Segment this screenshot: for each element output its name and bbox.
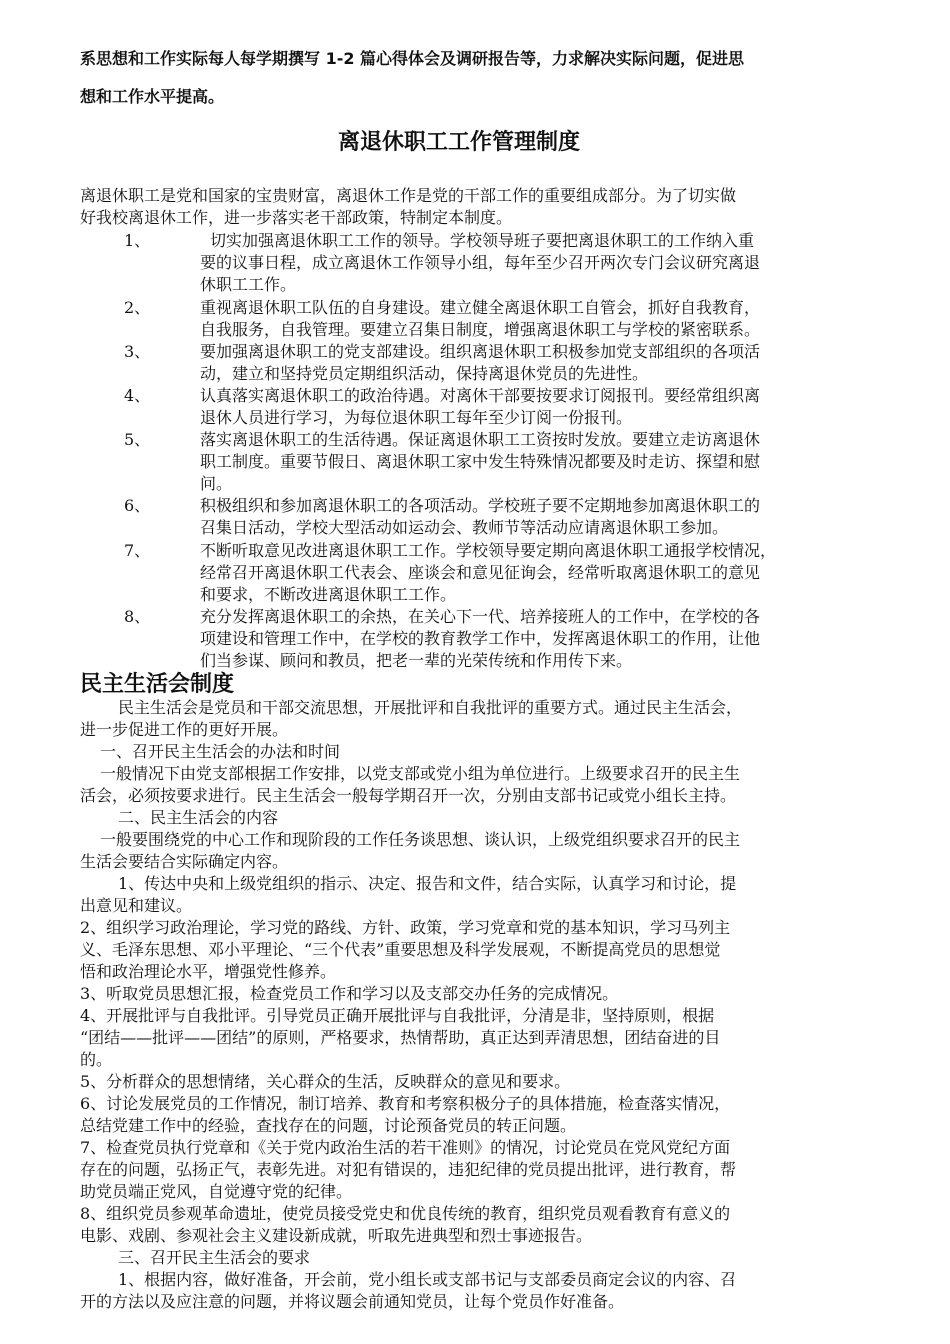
list-item-line: 切实加强离退休职工工作的领导。学校领导班子要把离退休职工的工作纳入重 bbox=[210, 231, 755, 250]
section2-line: 电影、戏剧、参观社会主义建设新成就，听取先进典型和烈士事迹报告。 bbox=[80, 1226, 593, 1245]
section-title-democratic-life: 民主生活会制度 bbox=[80, 672, 235, 697]
list-item-number: 4、 bbox=[124, 386, 151, 405]
list-item-number: 3、 bbox=[124, 342, 151, 361]
section2-line: 4、开展批评与自我批评。引导党员正确开展批评与自我批评，分清是非，坚持原则，根据 bbox=[80, 1006, 715, 1025]
section1-para-line: 好我校离退休工作，进一步落实老干部政策，特制定本制度。 bbox=[80, 208, 513, 227]
section2-line: 出意见和建议。 bbox=[80, 896, 193, 915]
section2-line: “团结——批评——团结”的原则，严格要求，热情帮助，真正达到弄清思想，团结奋进的目 bbox=[80, 1028, 721, 1047]
section2-line: 8、组织党员参观革命遗址，使党员接受党史和优良传统的教育，组织党员观看教育有意义的 bbox=[80, 1204, 731, 1223]
list-item-line: 充分发挥离退休职工的余热，在关心下一代、培养接班人的工作中，在学校的各 bbox=[200, 607, 761, 626]
section2-line: 7、检查党员执行党章和《关于党内政治生活的若干准则》的情况，讨论党员在党风党纪方面 bbox=[80, 1138, 731, 1157]
section2-heading: 三、召开民主生活会的要求 bbox=[118, 1248, 311, 1267]
intro-line-1: 系思想和工作实际每人每学期撰写 1-2 篇心得体会及调研报告等，力求解决实际问题，促进思 bbox=[80, 49, 745, 68]
list-item-line: 项建设和管理工作中，在学校的教育教学工作中，发挥离退休职工的作用，让他 bbox=[200, 629, 761, 648]
list-item-number: 5、 bbox=[124, 430, 151, 449]
list-item-line: 职工制度。重要节假日、离退休职工家中发生特殊情况都要及时走访、探望和慰 bbox=[200, 452, 761, 471]
list-item-line: 要加强离退休职工的党支部建设。组织离退休职工积极参加党支部组织的各项活 bbox=[200, 342, 761, 361]
section2-line: 存在的问题，弘扬正气，表彰先进。对犯有错误的，违犯纪律的党员提出批评，进行教育，帮 bbox=[80, 1160, 737, 1179]
list-item-line: 休职工工作。 bbox=[200, 275, 297, 294]
section2-line: 一般要围绕党的中心工作和现阶段的工作任务谈思想、谈认识，上级党组织要求召开的民主 bbox=[100, 830, 741, 849]
list-item-line: 不断听取意见改进离退休职工工作。学校领导要定期向离退休职工通报学校情况， bbox=[200, 541, 777, 560]
section2-line: 民主生活会是党员和干部交流思想，开展批评和自我批评的重要方式。通过民主生活会， bbox=[118, 698, 743, 717]
list-item-line: 退休人员进行学习，为每位退休职工每年至少订阅一份报刊。 bbox=[200, 408, 633, 427]
list-item-number: 6、 bbox=[124, 496, 151, 515]
list-item-line: 们当参谋、顾问和教员，把老一辈的光荣传统和作用传下来。 bbox=[200, 651, 633, 670]
section1-para-line: 离退休职工是党和国家的宝贵财富，离退休工作是党的干部工作的重要组成部分。为了切实做 bbox=[80, 186, 737, 205]
section2-heading: 二、民主生活会的内容 bbox=[118, 808, 279, 827]
list-item-line: 积极组织和参加离退休职工的各项活动。学校班子要不定期地参加离退休职工的 bbox=[200, 496, 761, 515]
section2-line: 活会，必须按要求进行。民主生活会一般每学期召开一次，分别由支部书记或党小组长主持。 bbox=[80, 786, 737, 805]
section2-line: 3、听取党员思想汇报，检查党员工作和学习以及支部交办任务的完成情况。 bbox=[80, 984, 619, 1003]
list-item-number: 7、 bbox=[124, 541, 151, 560]
list-item-line: 落实离退休职工的生活待遇。保证离退休职工工资按时发放。要建立走访离退休 bbox=[200, 430, 761, 449]
section2-line: 一般情况下由党支部根据工作安排，以党支部或党小组为单位进行。上级要求召开的民主生 bbox=[100, 764, 741, 783]
list-item-number: 1、 bbox=[124, 231, 151, 250]
section2-line: 1、根据内容，做好准备，开会前，党小组长或支部书记与支部委员商定会议的内容、召 bbox=[118, 1270, 737, 1289]
section2-line: 助党员端正党风，自觉遵守党的纪律。 bbox=[80, 1182, 353, 1201]
section2-line: 义、毛泽东思想、邓小平理论、“三个代表”重要思想及科学发展观，不断提高党员的思想觉 bbox=[80, 940, 721, 959]
list-item-line: 自我服务，自我管理。要建立召集日制度，增强离退休职工与学校的紧密联系。 bbox=[200, 320, 761, 339]
section2-line: 的。 bbox=[80, 1050, 113, 1069]
list-item-line: 认真落实离退休职工的政治待遇。对离休干部要按要求订阅报刊。要经常组织离 bbox=[200, 386, 761, 405]
list-item-number: 8、 bbox=[124, 607, 151, 626]
section2-line: 2、组织学习政治理论，学习党的路线、方针、政策，学习党章和党的基本知识，学习马列主 bbox=[80, 918, 731, 937]
list-item-line: 重视离退休职工队伍的自身建设。建立健全离退休职工自管会，抓好自我教育， bbox=[200, 298, 761, 317]
list-item-line: 经常召开离退休职工代表会、座谈会和意见征询会，经常听取离退休职工的意见 bbox=[200, 563, 761, 582]
list-item-line: 动，建立和坚持党员定期组织活动，保持离退休党员的先进性。 bbox=[200, 364, 649, 383]
section2-line: 6、讨论发展党员的工作情况，制订培养、教育和考察积极分子的具体措施，检查落实情况， bbox=[80, 1094, 731, 1113]
section2-line: 开的方法以及应注意的问题，并将议题会前通知党员，让每个党员作好准备。 bbox=[80, 1292, 625, 1311]
list-item-line: 问。 bbox=[200, 474, 233, 493]
section2-line: 进一步促进工作的更好开展。 bbox=[80, 720, 289, 739]
list-item-number: 2、 bbox=[124, 298, 151, 317]
section2-heading: 一、召开民主生活会的办法和时间 bbox=[100, 742, 341, 761]
section2-line: 1、传达中央和上级党组织的指示、决定、报告和文件，结合实际，认真学习和讨论，提 bbox=[118, 874, 737, 893]
list-item-line: 召集日活动，学校大型活动如运动会、教师节等活动应请离退休职工参加。 bbox=[200, 518, 729, 537]
intro-line-2: 想和工作水平提高。 bbox=[80, 87, 225, 106]
section-title-retirees: 离退休职工工作管理制度 bbox=[338, 130, 581, 155]
list-item-line: 要的议事日程，成立离退休工作领导小组，每年至少召开两次专门会议研究离退 bbox=[200, 253, 761, 272]
section2-line: 生活会要结合实际确定内容。 bbox=[80, 852, 289, 871]
section2-line: 5、分析群众的思想情绪，关心群众的生活，反映群众的意见和要求。 bbox=[80, 1072, 571, 1091]
section2-line: 总结党建工作中的经验，查找存在的问题，讨论预备党员的转正问题。 bbox=[80, 1116, 577, 1135]
section2-line: 悟和政治理论水平，增强党性修养。 bbox=[80, 962, 337, 981]
list-item-line: 和要求，不断改进离退休职工工作。 bbox=[200, 585, 457, 604]
